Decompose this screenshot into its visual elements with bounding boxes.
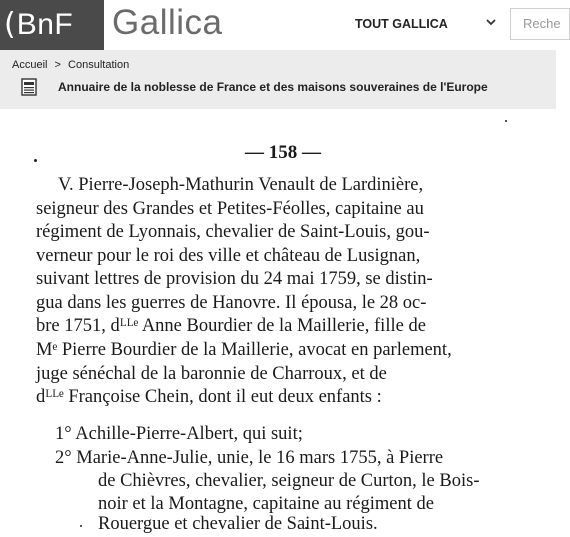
scan-speck	[34, 159, 37, 162]
text-line: régiment de Lyonnais, chevalier de Saint-Louis, gou-	[36, 222, 430, 242]
text-line: seigneur des Grandes et Petites-Féolles, capitaine au	[36, 199, 424, 219]
bnf-logo-text: BnF	[16, 8, 74, 41]
gallica-site-name[interactable]: Gallica	[112, 3, 223, 42]
scan-speck	[80, 525, 82, 527]
document-title: Annuaire de la noblesse de France et des maisons souveraines de l'Europe	[58, 80, 488, 94]
list-item-line: de Chièvres, chevalier, seigneur de Curton, le Bois-	[98, 471, 480, 491]
text-line: juge sénéchal de la baronnie de Charroux, et de	[36, 364, 387, 384]
bnf-logo-bracket: (	[4, 7, 16, 42]
breadcrumb-current: Consultation	[68, 59, 130, 71]
text-line: gua dans les guerres de Hanovre. Il épousa, le 28 oc-	[36, 293, 427, 313]
page-number: — 158 —	[245, 142, 321, 163]
text-line: V. Pierre-Joseph-Mathurin Venault de Lardinière,	[58, 175, 424, 195]
text-line: dᴸᴸᵉ Françoise Chein, dont il eut deux enfants :	[36, 387, 382, 407]
text-line: verneur pour le roi des ville et château de Lusignan,	[36, 246, 421, 266]
scan-speck	[505, 120, 507, 122]
list-item-line: 1° Achille-Pierre-Albert, qui suit;	[55, 424, 303, 444]
search-input[interactable]: Reche	[510, 8, 570, 40]
search-scope-select[interactable]: TOUT GALLICA	[355, 17, 448, 31]
breadcrumb-home-link[interactable]: Accueil	[12, 59, 48, 71]
list-item-line: 2° Marie-Anne-Julie, unie, le 16 mars 1755, à Pierre	[55, 448, 444, 468]
document-icon	[21, 78, 37, 96]
breadcrumb	[12, 59, 129, 71]
breadcrumb-separator: >	[54, 59, 61, 71]
text-line: Mᵉ Pierre Bourdier de la Maillerie, avocat en parlement,	[36, 340, 452, 360]
list-item-line: noir et la Montagne, capitaine au régiment de	[98, 494, 434, 514]
list-item-line: Rouergue et chevalier de Saint-Louis.	[98, 514, 378, 534]
chevron-down-icon[interactable]	[486, 14, 496, 30]
top-bar	[0, 0, 561, 50]
text-line: suivant lettres de provision du 24 mai 1759, se distin-	[36, 269, 433, 289]
text-line: bre 1751, dᴸᴸᵉ Anne Bourdier de la Maillerie, fille de	[36, 316, 426, 336]
bnf-logo[interactable]	[0, 0, 104, 50]
